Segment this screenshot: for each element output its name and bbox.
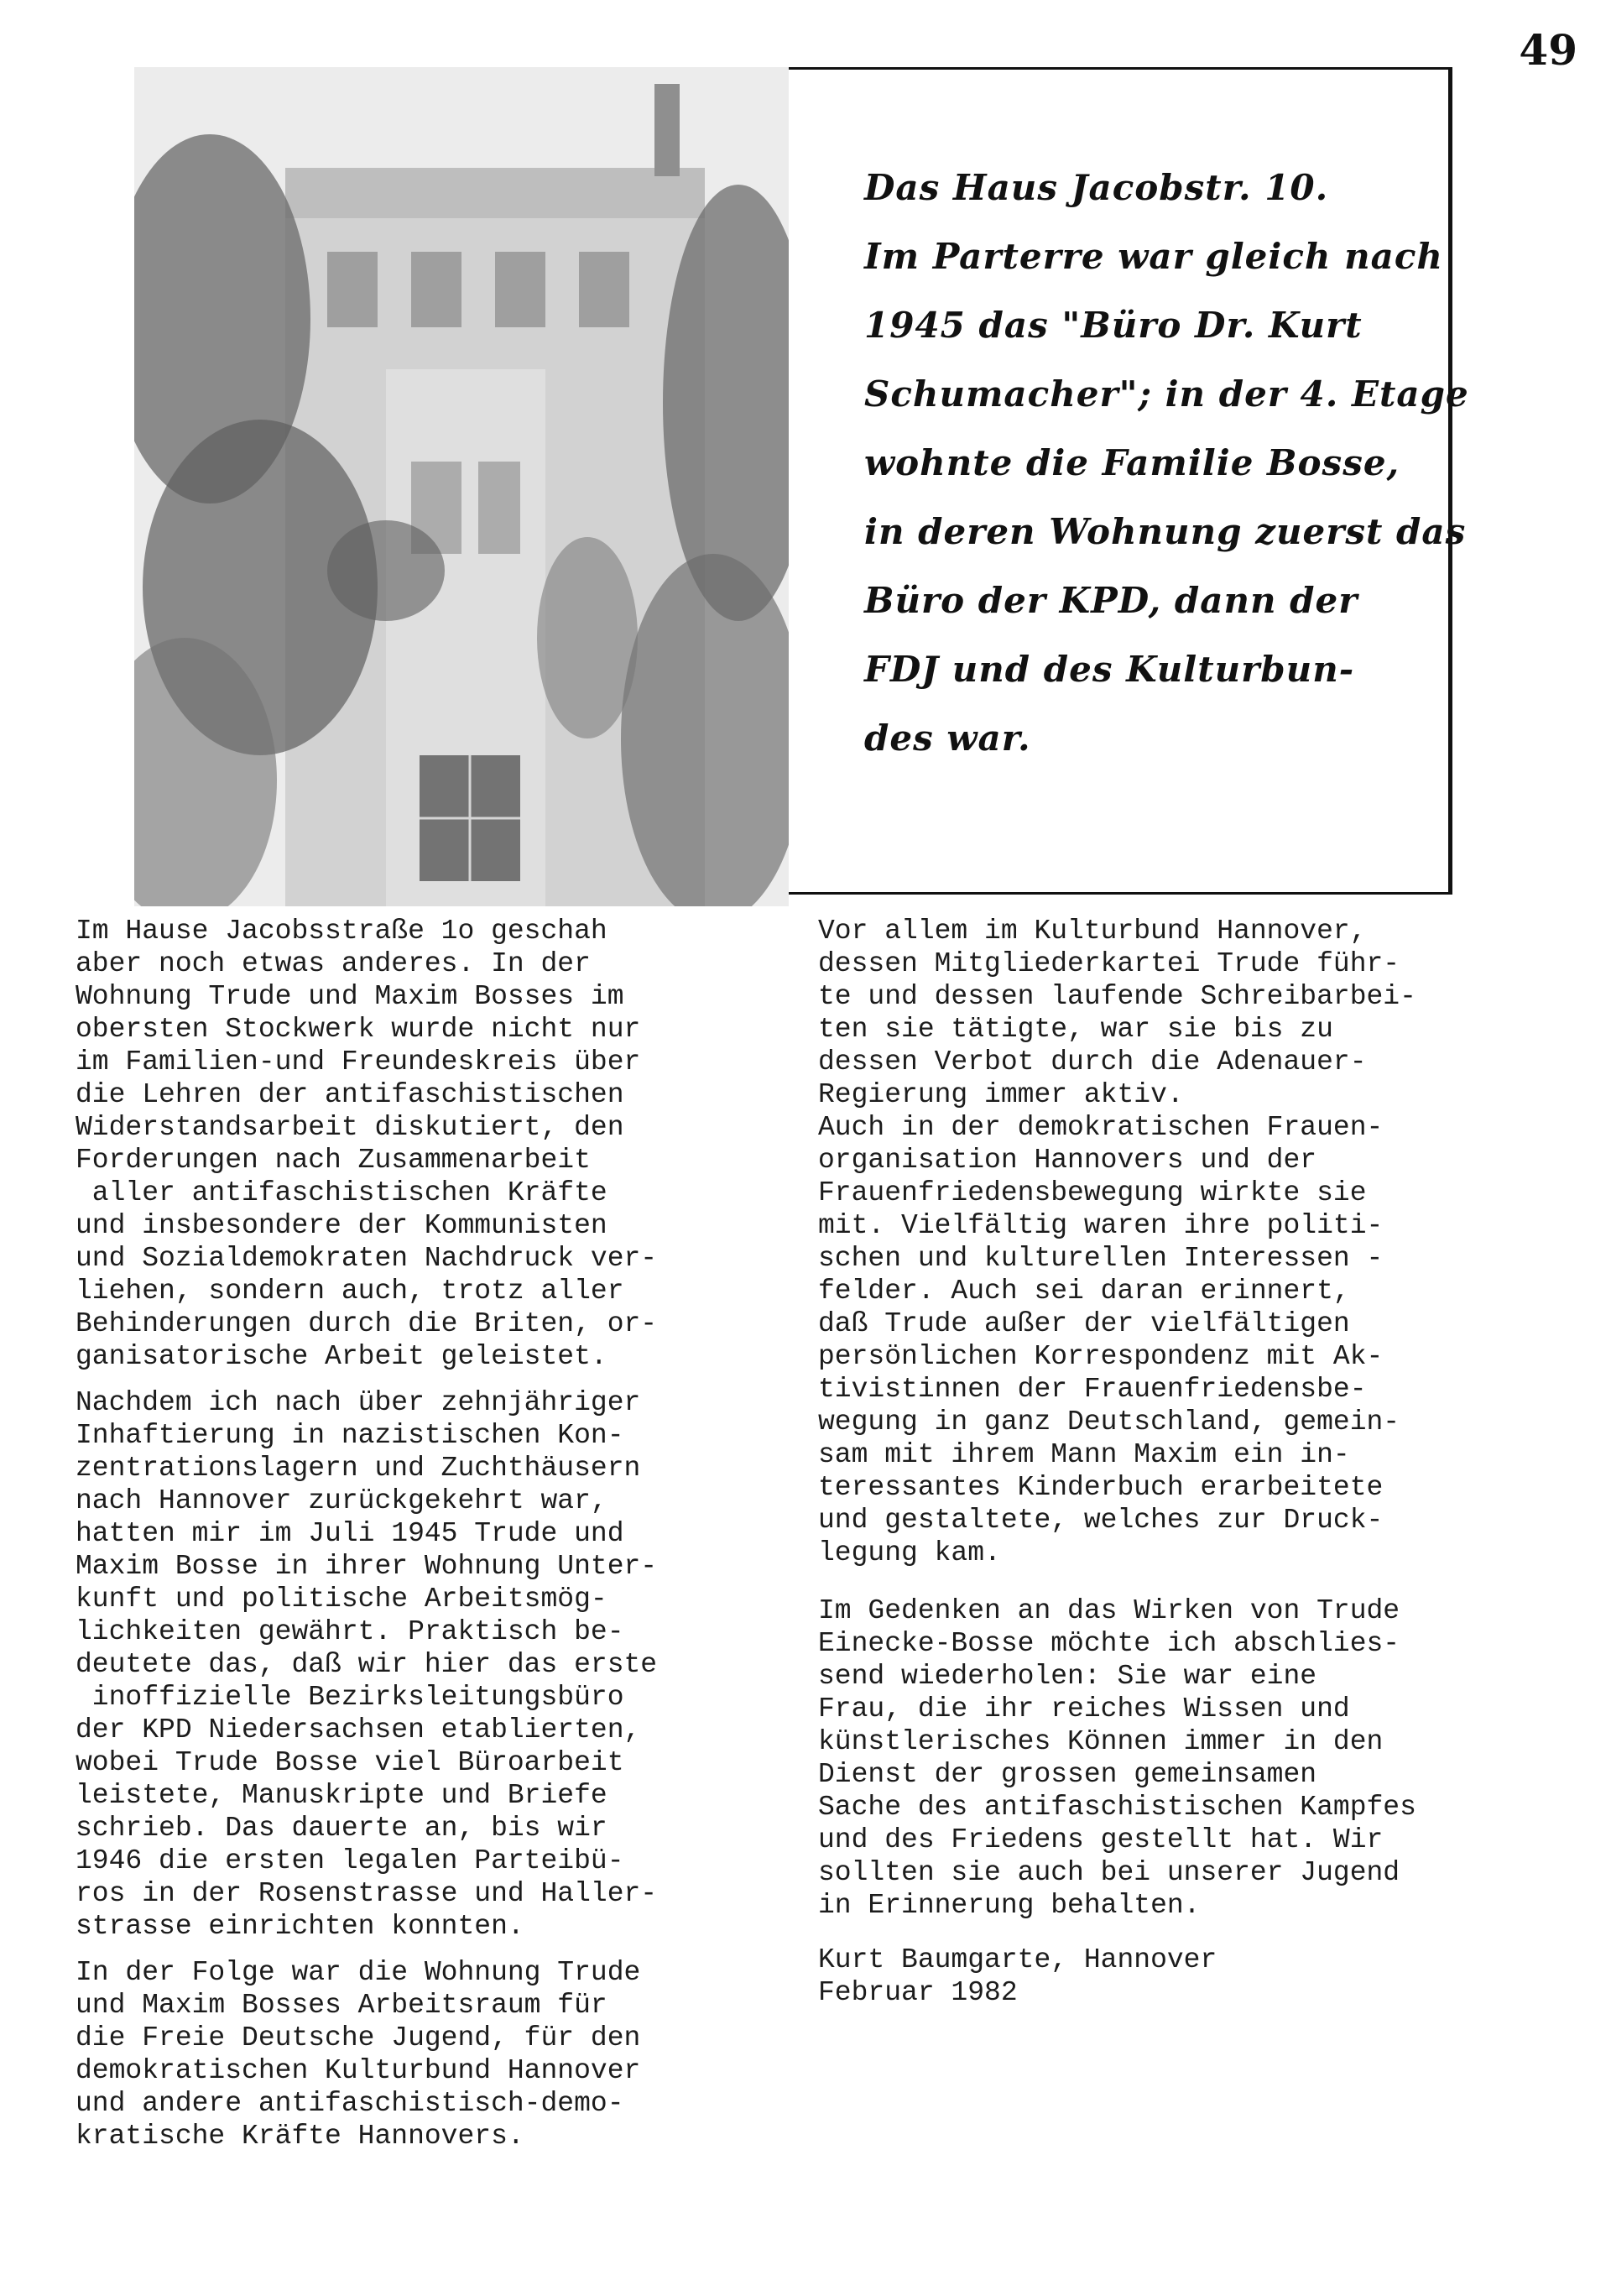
text-line: dessen Verbot durch die Adenauer-: [818, 1046, 1367, 1078]
text-line: sollten sie auch bei unserer Jugend: [818, 1857, 1400, 1888]
text-line: Einecke-Bosse möchte ich abschlies-: [818, 1628, 1400, 1659]
text-line: hatten mir im Juli 1945 Trude und: [76, 1518, 624, 1549]
text-line: send wiederholen: Sie war eine: [818, 1661, 1317, 1692]
signature: [818, 1944, 1540, 2009]
article-left-column: [76, 915, 764, 2152]
text-line: legung kam.: [818, 1537, 1001, 1568]
text-line: Im Gedenken an das Wirken von Trude: [818, 1595, 1400, 1626]
text-line: und Maxim Bosses Arbeitsraum für: [76, 1990, 607, 2021]
text-line: 1946 die ersten legalen Parteibü-: [76, 1845, 624, 1876]
text-line: Nachdem ich nach über zehnjähriger: [76, 1387, 641, 1418]
text-line: Frauenfriedensbewegung wirkte sie: [818, 1177, 1367, 1208]
signature-date: Februar 1982: [818, 1977, 1018, 2008]
text-line: die Lehren der antifaschistischen: [76, 1079, 624, 1110]
text-line: wegung in ganz Deutschland, gemein-: [818, 1406, 1400, 1438]
signature-author: Kurt Baumgarte, Hannover: [818, 1944, 1217, 1975]
text-line: persönlichen Korrespondenz mit Ak-: [818, 1341, 1384, 1372]
text-line: und gestaltete, welches zur Druck-: [818, 1505, 1384, 1536]
text-line: ten sie tätigte, war sie bis zu: [818, 1014, 1333, 1045]
text-line: ganisatorische Arbeit geleistet.: [76, 1341, 607, 1372]
text-line: im Familien-und Freundeskreis über: [76, 1046, 641, 1078]
caption-line: 1945 das "Büro Dr. Kurt: [864, 305, 1363, 346]
text-line: wobei Trude Bosse viel Büroarbeit: [76, 1747, 624, 1778]
text-line: kratische Kräfte Hannovers.: [76, 2121, 524, 2152]
article-right-column: [818, 915, 1540, 2009]
text-line: ros in der Rosenstrasse und Haller-: [76, 1878, 658, 1909]
caption-line: Das Haus Jacobstr. 10.: [864, 167, 1329, 208]
text-line: zentrationslagern und Zuchthäusern: [76, 1453, 641, 1484]
text-line: Auch in der demokratischen Frauen-: [818, 1112, 1384, 1143]
caption-line: in deren Wohnung zuerst das: [864, 511, 1467, 552]
text-line: in Erinnerung behalten.: [818, 1890, 1201, 1921]
text-line: aber noch etwas anderes. In der: [76, 948, 591, 979]
text-line: Frau, die ihr reiches Wissen und: [818, 1693, 1350, 1725]
paragraph: [76, 1386, 764, 1943]
text-line: Sache des antifaschistischen Kampfes: [818, 1792, 1416, 1823]
text-line: Widerstandsarbeit diskutiert, den: [76, 1112, 624, 1143]
text-line: Wohnung Trude und Maxim Bosses im: [76, 981, 624, 1012]
text-line: und insbesondere der Kommunisten: [76, 1210, 607, 1241]
text-line: strasse einrichten konnten.: [76, 1911, 524, 1942]
building-photo: [134, 67, 789, 906]
text-line: Regierung immer aktiv.: [818, 1079, 1184, 1110]
page-number: 49: [1519, 25, 1577, 75]
text-line: deutete das, daß wir hier das erste: [76, 1649, 658, 1680]
text-line: Maxim Bosse in ihrer Wohnung Unter-: [76, 1551, 658, 1582]
caption-line: wohnte die Familie Bosse,: [864, 442, 1400, 483]
text-line: sam mit ihrem Mann Maxim ein in-: [818, 1439, 1350, 1470]
text-line: Behinderungen durch die Briten, or-: [76, 1308, 658, 1339]
handwritten-caption: [864, 154, 1469, 773]
text-line: Inhaftierung in nazistischen Kon-: [76, 1420, 624, 1451]
paragraph: [76, 915, 764, 1373]
paragraph: [818, 915, 1540, 1569]
text-line: felder. Auch sei daran erinnert,: [818, 1276, 1350, 1307]
caption-line: FDJ und des Kulturbun-: [864, 649, 1355, 690]
text-line: tivistinnen der Frauenfriedensbe-: [818, 1374, 1367, 1405]
text-line: die Freie Deutsche Jugend, für den: [76, 2022, 641, 2053]
paragraph: [818, 1594, 1540, 1922]
text-line: liehen, sondern auch, trotz aller: [76, 1276, 624, 1307]
text-line: dessen Mitgliederkartei Trude führ-: [818, 948, 1400, 979]
text-line: kunft und politische Arbeitsmög-: [76, 1584, 607, 1615]
caption-line: Büro der KPD, dann der: [864, 580, 1358, 621]
text-line: Forderungen nach Zusammenarbeit: [76, 1145, 591, 1176]
handwritten-caption-box: [789, 67, 1469, 895]
caption-line: Schumacher"; in der 4. Etage: [864, 373, 1469, 415]
text-line: schrieb. Das dauerte an, bis wir: [76, 1813, 607, 1844]
text-line: leistete, Manuskripte und Briefe: [76, 1780, 607, 1811]
text-line: aller antifaschistischen Kräfte: [76, 1177, 607, 1208]
text-line: der KPD Niedersachsen etablierten,: [76, 1714, 641, 1745]
caption-line: Im Parterre war gleich nach: [864, 236, 1443, 277]
text-line: demokratischen Kulturbund Hannover: [76, 2055, 641, 2086]
text-line: und des Friedens gestellt hat. Wir: [818, 1824, 1384, 1855]
caption-line: des war.: [864, 718, 1031, 759]
text-line: organisation Hannovers und der: [818, 1145, 1317, 1176]
text-line: teressantes Kinderbuch erarbeitete: [818, 1472, 1384, 1503]
text-line: daß Trude außer der vielfältigen: [818, 1308, 1350, 1339]
text-line: nach Hannover zurückgekehrt war,: [76, 1485, 607, 1516]
text-line: künstlerisches Können immer in den: [818, 1726, 1384, 1757]
text-line: schen und kulturellen Interessen -: [818, 1243, 1384, 1274]
text-line: mit. Vielfältig waren ihre politi-: [818, 1210, 1384, 1241]
text-line: und andere antifaschistisch-demo-: [76, 2088, 624, 2119]
text-line: Im Hause Jacobsstraße 1o geschah: [76, 916, 607, 947]
text-line: inoffizielle Bezirksleitungsbüro: [76, 1682, 624, 1713]
text-line: und Sozialdemokraten Nachdruck ver-: [76, 1243, 658, 1274]
text-line: te und dessen laufende Schreibarbei-: [818, 981, 1416, 1012]
text-line: In der Folge war die Wohnung Trude: [76, 1957, 641, 1988]
paragraph: [76, 1956, 764, 2152]
text-line: Vor allem im Kulturbund Hannover,: [818, 916, 1367, 947]
text-line: Dienst der grossen gemeinsamen: [818, 1759, 1317, 1790]
text-line: obersten Stockwerk wurde nicht nur: [76, 1014, 641, 1045]
house-illustration: [134, 67, 789, 906]
text-line: lichkeiten gewährt. Praktisch be-: [76, 1616, 624, 1647]
